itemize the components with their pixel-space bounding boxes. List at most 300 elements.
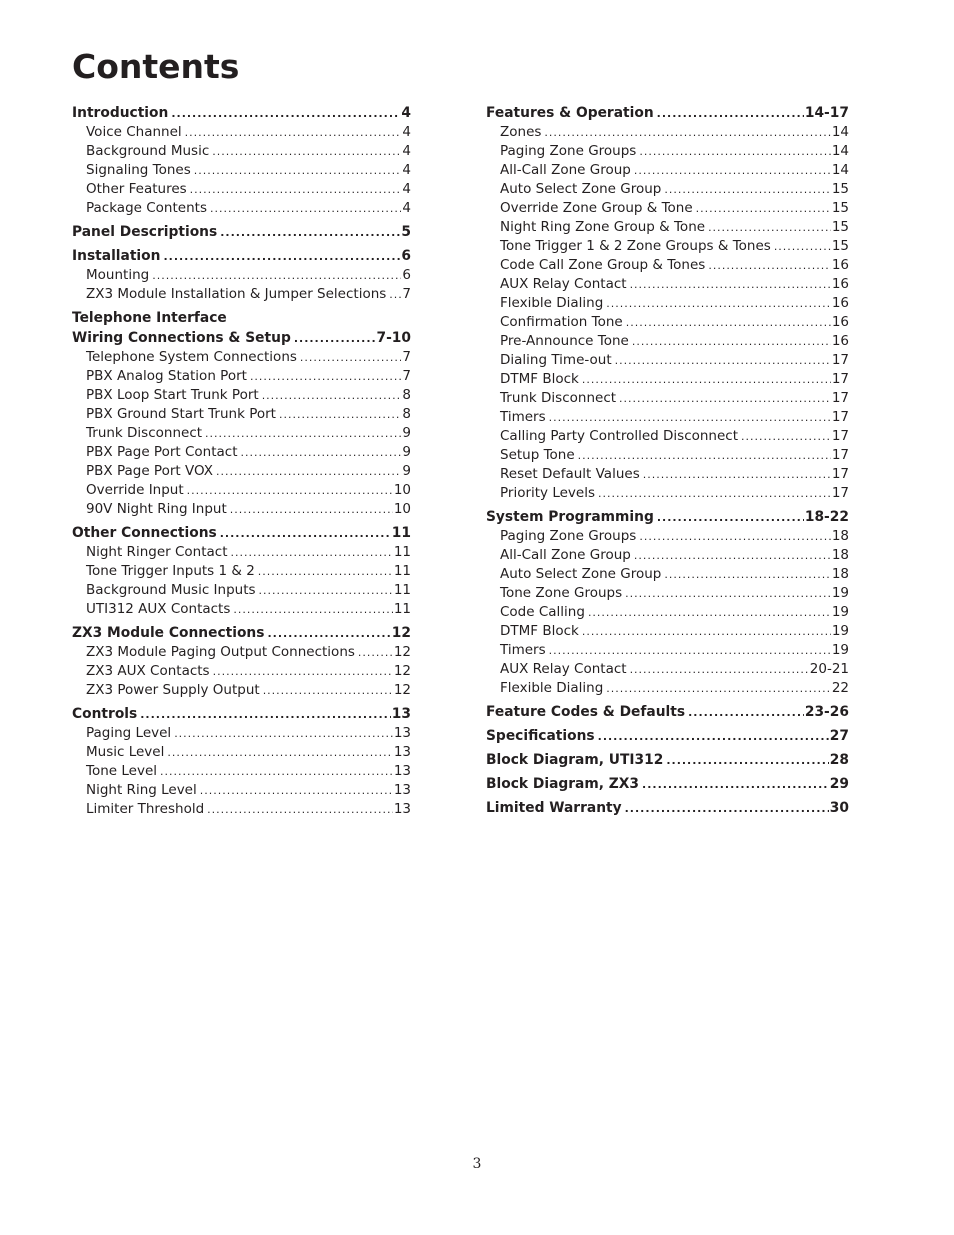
- toc-entry-code-calling: [486, 603, 849, 622]
- toc-entry-auto-select-zone-group: [486, 565, 849, 584]
- dot-leader: [625, 799, 829, 819]
- dot-leader: [582, 370, 831, 389]
- dot-leader: [216, 462, 401, 481]
- toc-entry-voice-channel: [72, 123, 411, 142]
- toc-label: Wiring Connections & Setup: [72, 330, 291, 346]
- toc-entry-flexible-dialing: [486, 679, 849, 698]
- toc-label: All-Call Zone Group: [500, 162, 631, 178]
- dot-leader: [205, 424, 401, 443]
- toc-entry-package-contents: [72, 199, 411, 218]
- dot-leader: [664, 565, 830, 584]
- toc-heading-panel-descriptions: [72, 222, 411, 242]
- dot-leader: [582, 622, 831, 641]
- toc-heading-telephone-interface: [72, 308, 411, 328]
- toc-label: ZX3 Module Connections: [72, 625, 265, 641]
- toc-entry-zx3-aux-contacts: [72, 662, 411, 681]
- toc-label: Telephone Interface: [72, 310, 227, 326]
- toc-label: Tone Level: [86, 763, 158, 779]
- toc-section: [486, 750, 849, 770]
- toc-label: DTMF Block: [500, 371, 579, 387]
- toc-label: Feature Codes & Defaults: [486, 704, 686, 720]
- toc-label: Limiter Threshold: [86, 801, 205, 817]
- toc-page-ref: 9: [402, 444, 411, 460]
- toc-label: Paging Zone Groups: [500, 143, 637, 159]
- toc-label: ZX3 Module Paging Output Connections: [86, 644, 355, 660]
- dot-leader: [626, 313, 831, 332]
- dot-leader: [544, 123, 830, 142]
- toc-label: Calling Party Controlled Disconnect: [500, 428, 739, 444]
- toc-entry-aux-relay-contact: [486, 660, 849, 679]
- toc-label: Override Input: [86, 482, 184, 498]
- toc-section: [72, 523, 411, 619]
- toc-page-ref: 7-10: [376, 330, 411, 346]
- toc-page-ref: 17: [831, 466, 849, 482]
- toc-entry-dialing-time-out: [486, 351, 849, 370]
- toc-entry-pbx-loop-start-trunk-port: [72, 386, 411, 405]
- toc-entry-mounting: [72, 266, 411, 285]
- dot-leader: [615, 351, 831, 370]
- toc-section: [72, 246, 411, 304]
- toc-page-ref: 18: [831, 528, 849, 544]
- dot-leader: [625, 584, 831, 603]
- dot-leader: [174, 724, 393, 743]
- toc-label: Telephone System Connections: [86, 349, 297, 365]
- dot-leader: [696, 199, 831, 218]
- dot-leader: [639, 142, 830, 161]
- dot-leader: [187, 481, 393, 500]
- toc-page-ref: 15: [831, 200, 849, 216]
- toc-page-ref: 8: [402, 406, 411, 422]
- dot-leader: [643, 465, 831, 484]
- dot-leader: [688, 703, 804, 723]
- toc-label: Pre-Announce Tone: [500, 333, 629, 349]
- dot-leader: [666, 751, 828, 771]
- toc-label: Paging Level: [86, 725, 172, 741]
- toc-entry-tone-trigger-1-and-2-zone-groups-and-tones: [486, 237, 849, 256]
- toc-entry-timers: [486, 408, 849, 427]
- toc-label: 90V Night Ring Input: [86, 501, 227, 517]
- toc-label: ZX3 Module Installation & Jumper Selections: [86, 286, 387, 302]
- dot-leader: [250, 367, 401, 386]
- toc-page-ref: 13: [393, 801, 411, 817]
- toc-entry-paging-level: [72, 724, 411, 743]
- toc-label: Background Music: [86, 143, 210, 159]
- toc-entry-tone-level: [72, 762, 411, 781]
- dot-leader: [578, 446, 831, 465]
- toc-label: Block Diagram, ZX3: [486, 776, 640, 792]
- dot-leader: [194, 161, 402, 180]
- toc-label: Other Connections: [72, 525, 217, 541]
- toc-label: Other Features: [86, 181, 187, 197]
- toc-label: Zones: [500, 124, 542, 140]
- toc-page-ref: 20-21: [809, 661, 849, 677]
- toc-entry-confirmation-tone: [486, 313, 849, 332]
- toc-page-ref: 27: [829, 728, 849, 744]
- toc-page-ref: 5: [401, 224, 411, 240]
- toc-entry-other-features: [72, 180, 411, 199]
- toc-label: PBX Ground Start Trunk Port: [86, 406, 276, 422]
- dot-leader: [632, 332, 831, 351]
- toc-entry-override-zone-group-and-tone: [486, 199, 849, 218]
- dot-leader: [619, 389, 831, 408]
- toc-label: ZX3 AUX Contacts: [86, 663, 210, 679]
- toc-label: Introduction: [72, 105, 169, 121]
- toc-label: Night Ringer Contact: [86, 544, 228, 560]
- toc-entry-timers: [486, 641, 849, 660]
- dot-leader: [598, 727, 829, 747]
- toc-label: Dialing Time-out: [500, 352, 612, 368]
- dot-leader: [140, 705, 391, 725]
- toc-page-ref: 17: [831, 371, 849, 387]
- toc-label: PBX Analog Station Port: [86, 368, 247, 384]
- toc-label: Tone Zone Groups: [500, 585, 623, 601]
- dot-leader: [267, 624, 390, 644]
- dot-leader: [588, 603, 831, 622]
- dot-leader: [233, 600, 392, 619]
- toc-entry-signaling-tones: [72, 161, 411, 180]
- toc-entry-zx3-module-installation-and-jumper-selections: [72, 285, 411, 304]
- toc-page-ref: 29: [829, 776, 849, 792]
- toc-page-ref: 7: [402, 286, 411, 302]
- dot-leader: [741, 427, 831, 446]
- toc-label: Trunk Disconnect: [500, 390, 617, 406]
- toc-page-ref: 12: [393, 644, 411, 660]
- toc-entry-tone-zone-groups: [486, 584, 849, 603]
- toc-label: PBX Page Port Contact: [86, 444, 238, 460]
- dot-leader: [171, 104, 400, 124]
- toc-entry-background-music-inputs: [72, 581, 411, 600]
- dot-leader: [294, 329, 376, 349]
- dot-leader: [262, 386, 402, 405]
- dot-leader: [230, 500, 393, 519]
- toc-label: PBX Page Port VOX: [86, 463, 213, 479]
- toc-page-ref: 9: [402, 425, 411, 441]
- toc-section: [72, 222, 411, 242]
- toc-label: PBX Loop Start Trunk Port: [86, 387, 259, 403]
- toc-page-ref: 16: [831, 295, 849, 311]
- toc-label: Timers: [500, 409, 546, 425]
- toc-entry-paging-zone-groups: [486, 142, 849, 161]
- toc-page-ref: 14: [831, 162, 849, 178]
- dot-leader: [549, 408, 831, 427]
- dot-leader: [606, 679, 831, 698]
- toc-heading-features-and-operation: [486, 103, 849, 123]
- toc-section: [72, 704, 411, 819]
- toc-label: Voice Channel: [86, 124, 182, 140]
- dot-leader: [185, 123, 402, 142]
- toc-label: DTMF Block: [500, 623, 579, 639]
- toc-page-ref: 11: [393, 582, 411, 598]
- toc-page-ref: 7: [402, 349, 411, 365]
- toc-entry-uti312-aux-contacts: [72, 600, 411, 619]
- dot-leader: [279, 405, 401, 424]
- toc-section: [486, 798, 849, 818]
- toc-entry-pbx-analog-station-port: [72, 367, 411, 386]
- dot-leader: [163, 247, 400, 267]
- toc-label: Specifications: [486, 728, 595, 744]
- toc-page-ref: 4: [402, 200, 411, 216]
- toc-entry-night-ringer-contact: [72, 543, 411, 562]
- dot-leader: [152, 266, 401, 285]
- dot-leader: [213, 662, 393, 681]
- toc-page-ref: 13: [393, 725, 411, 741]
- toc-page-ref: 11: [391, 525, 411, 541]
- dot-leader: [258, 562, 393, 581]
- toc-page-ref: 4: [402, 143, 411, 159]
- toc-entry-override-input: [72, 481, 411, 500]
- toc-entry-setup-tone: [486, 446, 849, 465]
- dot-leader: [300, 348, 402, 367]
- dot-leader: [606, 294, 831, 313]
- toc-entry-auto-select-zone-group: [486, 180, 849, 199]
- toc-page-ref: 15: [831, 238, 849, 254]
- page-title: Contents: [72, 47, 240, 86]
- dot-leader: [220, 524, 391, 544]
- toc-label: ZX3 Power Supply Output: [86, 682, 260, 698]
- dot-leader: [358, 643, 393, 662]
- toc-page-ref: 19: [831, 604, 849, 620]
- toc-entry-aux-relay-contact: [486, 275, 849, 294]
- toc-page-ref: 9: [402, 463, 411, 479]
- toc-entry-dtmf-block: [486, 622, 849, 641]
- dot-leader: [634, 161, 831, 180]
- toc-entry-paging-zone-groups: [486, 527, 849, 546]
- toc-heading-installation: [72, 246, 411, 266]
- toc-label: Night Ring Zone Group & Tone: [500, 219, 706, 235]
- toc-page-ref: 19: [831, 623, 849, 639]
- toc-entry-calling-party-controlled-disconnect: [486, 427, 849, 446]
- toc-label: Features & Operation: [486, 105, 654, 121]
- toc-label: Timers: [500, 642, 546, 658]
- toc-label: Code Call Zone Group & Tones: [500, 257, 706, 273]
- dot-leader: [167, 743, 392, 762]
- toc-heading-introduction: [72, 103, 411, 123]
- toc-entry-code-call-zone-group-and-tones: [486, 256, 849, 275]
- toc-section: [486, 103, 849, 503]
- toc-page-ref: 6: [402, 267, 411, 283]
- toc-page-ref: 13: [393, 763, 411, 779]
- dot-leader: [212, 142, 401, 161]
- toc-label: Paging Zone Groups: [500, 528, 637, 544]
- dot-leader: [259, 581, 393, 600]
- toc-label: Controls: [72, 706, 138, 722]
- toc-entry-tone-trigger-inputs-1-and-2: [72, 562, 411, 581]
- toc-page-ref: 17: [831, 485, 849, 501]
- toc-page-ref: 10: [393, 482, 411, 498]
- toc-page-ref: 18: [831, 547, 849, 563]
- toc-label: Mounting: [86, 267, 150, 283]
- toc-label: Priority Levels: [500, 485, 596, 501]
- toc-page-ref: 16: [831, 333, 849, 349]
- dot-leader: [220, 223, 400, 243]
- toc-page-ref: 16: [831, 257, 849, 273]
- toc-page-ref: 19: [831, 642, 849, 658]
- toc-section: [72, 308, 411, 519]
- toc-entry-trunk-disconnect: [486, 389, 849, 408]
- dot-leader: [642, 775, 829, 795]
- toc-page-ref: 12: [393, 682, 411, 698]
- toc-page-ref: 7: [402, 368, 411, 384]
- toc-page-ref: 17: [831, 428, 849, 444]
- dot-leader: [774, 237, 831, 256]
- toc-entry-pbx-page-port-contact: [72, 443, 411, 462]
- dot-leader: [657, 508, 804, 528]
- toc-entry-night-ring-level: [72, 781, 411, 800]
- toc-label: Auto Select Zone Group: [500, 566, 662, 582]
- toc-heading-limited-warranty: [486, 798, 849, 818]
- toc-heading-block-diagram-uti312: [486, 750, 849, 770]
- toc-page-ref: 4: [401, 105, 411, 121]
- toc-heading-feature-codes-and-defaults: [486, 702, 849, 722]
- toc-page-ref: 14-17: [804, 105, 849, 121]
- toc-label: Setup Tone: [500, 447, 575, 463]
- page-number: 3: [472, 1156, 482, 1172]
- toc-page-ref: 11: [393, 601, 411, 617]
- toc-page-ref: 13: [393, 782, 411, 798]
- toc-label: Package Contents: [86, 200, 207, 216]
- toc-page-ref: 14: [831, 143, 849, 159]
- dot-leader: [708, 218, 831, 237]
- toc-label: Music Level: [86, 744, 165, 760]
- dot-leader: [598, 484, 831, 503]
- toc-heading-controls: [72, 704, 411, 724]
- toc-entry-music-level: [72, 743, 411, 762]
- toc-label: Night Ring Level: [86, 782, 197, 798]
- dot-leader: [241, 443, 402, 462]
- toc-page-ref: 16: [831, 314, 849, 330]
- toc-entry-zx3-power-supply-output: [72, 681, 411, 700]
- toc-page-ref: 28: [829, 752, 849, 768]
- toc-page-ref: 15: [831, 219, 849, 235]
- toc-entry-pbx-ground-start-trunk-port: [72, 405, 411, 424]
- toc-entry-night-ring-zone-group-and-tone: [486, 218, 849, 237]
- toc-heading-block-diagram-zx3: [486, 774, 849, 794]
- dot-leader: [657, 104, 804, 124]
- toc-right-column: [486, 103, 849, 822]
- toc-page-ref: 13: [393, 744, 411, 760]
- dot-leader: [634, 546, 831, 565]
- toc-heading-wiring-connections-and-setup: [72, 328, 411, 348]
- toc-page-ref: 15: [831, 181, 849, 197]
- toc-label: Flexible Dialing: [500, 295, 604, 311]
- toc-label: Flexible Dialing: [500, 680, 604, 696]
- dot-leader: [630, 275, 831, 294]
- dot-leader: [630, 660, 809, 679]
- toc-section: [72, 103, 411, 218]
- toc-section: [486, 726, 849, 746]
- toc-page-ref: 6: [401, 248, 411, 264]
- toc-entry-pre-announce-tone: [486, 332, 849, 351]
- toc-page-ref: 11: [393, 563, 411, 579]
- toc-label: Override Zone Group & Tone: [500, 200, 693, 216]
- toc-label: Block Diagram, UTI312: [486, 752, 664, 768]
- toc-entry-trunk-disconnect: [72, 424, 411, 443]
- dot-leader: [664, 180, 830, 199]
- toc-section: [72, 623, 411, 700]
- dot-leader: [708, 256, 830, 275]
- toc-label: Limited Warranty: [486, 800, 622, 816]
- toc-page-ref: 17: [831, 352, 849, 368]
- toc-page-ref: 8: [402, 387, 411, 403]
- toc-page-ref: 4: [402, 181, 411, 197]
- toc-page-ref: 4: [402, 124, 411, 140]
- toc-page-ref: 12: [391, 625, 411, 641]
- toc-entry-background-music: [72, 142, 411, 161]
- toc-entry-pbx-page-port-vox: [72, 462, 411, 481]
- dot-leader: [190, 180, 402, 199]
- toc-page-ref: 14: [831, 124, 849, 140]
- toc-page-ref: 30: [829, 800, 849, 816]
- toc-page-ref: 13: [391, 706, 411, 722]
- dot-leader: [389, 285, 401, 304]
- dot-leader: [207, 800, 393, 819]
- toc-page-ref: 16: [831, 276, 849, 292]
- toc-label: All-Call Zone Group: [500, 547, 631, 563]
- toc-page-ref: 19: [831, 585, 849, 601]
- toc-label: Background Music Inputs: [86, 582, 256, 598]
- toc-label: Auto Select Zone Group: [500, 181, 662, 197]
- toc-label: Installation: [72, 248, 161, 264]
- toc-page-ref: 10: [393, 501, 411, 517]
- toc-label: AUX Relay Contact: [500, 661, 627, 677]
- toc-entry-zx3-module-paging-output-connections: [72, 643, 411, 662]
- dot-leader: [231, 543, 393, 562]
- toc-entry-telephone-system-connections: [72, 348, 411, 367]
- toc-page-ref: 17: [831, 409, 849, 425]
- dot-leader: [210, 199, 401, 218]
- toc-label: Code Calling: [500, 604, 585, 620]
- dot-leader: [549, 641, 831, 660]
- toc-heading-zx3-module-connections: [72, 623, 411, 643]
- toc-entry-reset-default-values: [486, 465, 849, 484]
- toc-section: [486, 774, 849, 794]
- toc-label: Panel Descriptions: [72, 224, 218, 240]
- toc-label: Signaling Tones: [86, 162, 191, 178]
- toc-left-column: [72, 103, 411, 823]
- toc-heading-other-connections: [72, 523, 411, 543]
- toc-label: AUX Relay Contact: [500, 276, 627, 292]
- toc-entry-dtmf-block: [486, 370, 849, 389]
- toc-entry-flexible-dialing: [486, 294, 849, 313]
- dot-leader: [200, 781, 393, 800]
- toc-page-ref: 23-26: [804, 704, 849, 720]
- toc-entry-priority-levels: [486, 484, 849, 503]
- toc-heading-specifications: [486, 726, 849, 746]
- toc-heading-system-programming: [486, 507, 849, 527]
- toc-section: [486, 702, 849, 722]
- toc-section: [486, 507, 849, 698]
- dot-leader: [160, 762, 393, 781]
- dot-leader: [263, 681, 393, 700]
- toc-page-ref: 17: [831, 390, 849, 406]
- toc-page-ref: 18: [831, 566, 849, 582]
- toc-label: Reset Default Values: [500, 466, 640, 482]
- toc-entry-all-call-zone-group: [486, 161, 849, 180]
- toc-label: Trunk Disconnect: [86, 425, 203, 441]
- toc-page-ref: 17: [831, 447, 849, 463]
- toc-entry-all-call-zone-group: [486, 546, 849, 565]
- toc-page-ref: 12: [393, 663, 411, 679]
- toc-page-ref: 22: [831, 680, 849, 696]
- toc-page-ref: 18-22: [804, 509, 849, 525]
- toc-label: Tone Trigger 1 & 2 Zone Groups & Tones: [500, 238, 771, 254]
- toc-entry-90v-night-ring-input: [72, 500, 411, 519]
- toc-label: UTI312 AUX Contacts: [86, 601, 231, 617]
- toc-label: Confirmation Tone: [500, 314, 623, 330]
- toc-entry-zones: [486, 123, 849, 142]
- toc-label: Tone Trigger Inputs 1 & 2: [86, 563, 255, 579]
- toc-entry-limiter-threshold: [72, 800, 411, 819]
